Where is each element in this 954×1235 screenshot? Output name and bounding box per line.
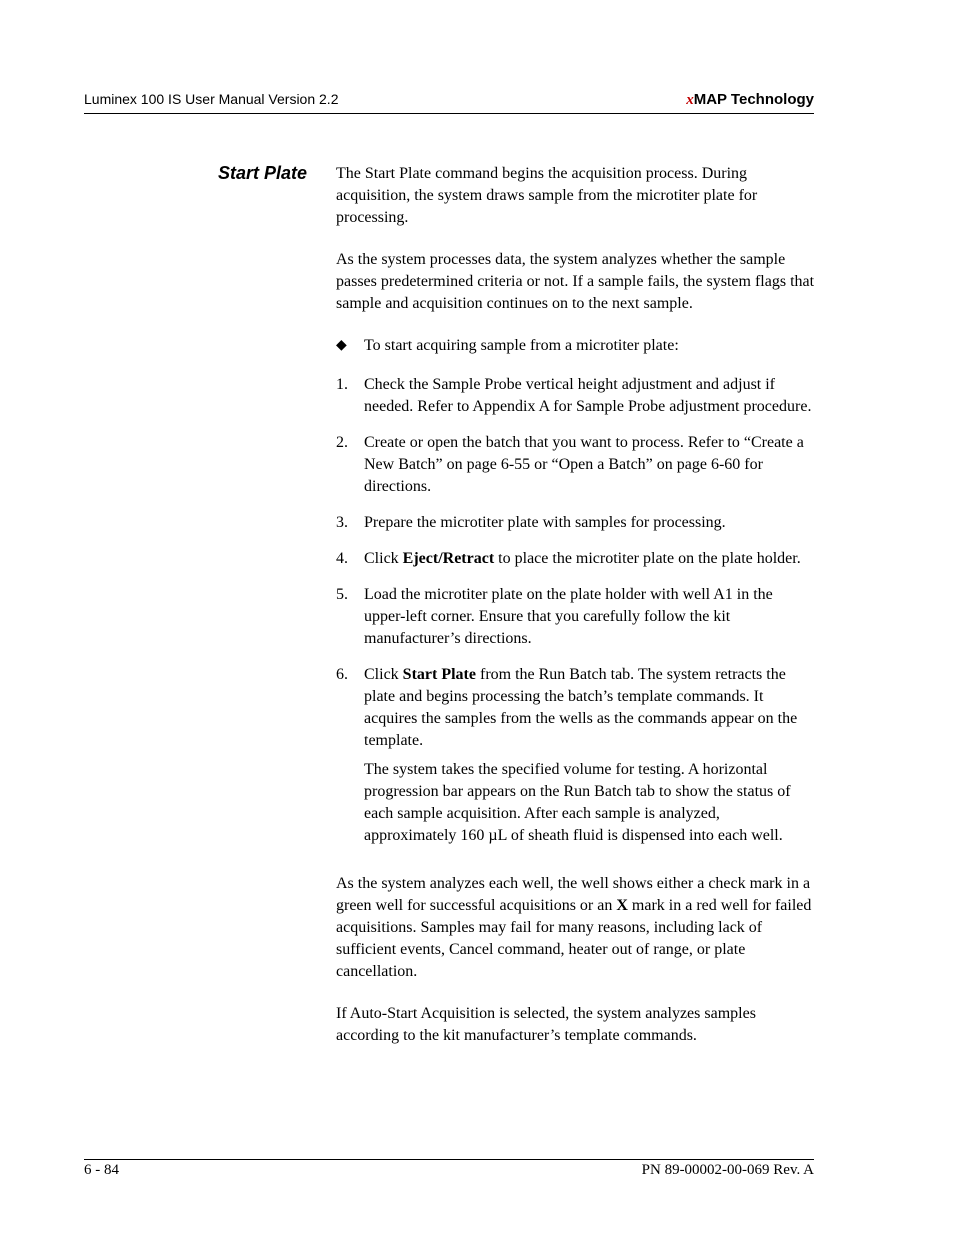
step-text-pre: Click — [364, 550, 403, 567]
procedure-steps — [336, 374, 816, 847]
step-number: 1. — [336, 376, 348, 393]
section-body — [336, 163, 816, 1047]
well-status-paragraph — [336, 873, 816, 983]
header-brand — [686, 91, 814, 109]
processing-paragraph: As the system processes data, the system analyzes whether the sample passes predetermined criteria or not. If a sample fails, the system flags that sample and acquisition continues on to the next sample. — [336, 251, 815, 312]
step-text: Prepare the microtiter plate with samples for processing. — [364, 514, 726, 531]
brand-x: x — [686, 92, 694, 108]
header-title: Luminex 100 IS User Manual Version 2.2 — [84, 91, 339, 107]
step-6 — [336, 664, 816, 847]
eject-retract-label: Eject/Retract — [402, 550, 495, 567]
step-number: 6. — [336, 666, 348, 683]
step-5 — [336, 584, 816, 650]
step-4 — [336, 548, 816, 570]
diamond-bullet-icon: ◆ — [336, 338, 347, 353]
x-mark-label: X — [616, 897, 628, 914]
page-number: 6 - 84 — [84, 1162, 119, 1178]
step-2 — [336, 432, 816, 498]
step-6-note: The system takes the specified volume for testing. A horizontal progression bar appears on the Run Batch tab to show the status of each sample acquisition. After each sample is analyzed, approximately 160 µL of sheath fluid is dispensed into each well. — [364, 761, 791, 844]
intro-paragraph: The Start Plate command begins the acquisition process. During acquisition, the system draws sample from the microtiter plate for processing. — [336, 165, 758, 226]
step-text: Check the Sample Probe vertical height adjustment and adjust if needed. Refer to Appendix A for Sample Probe adjustment procedure. — [364, 376, 812, 415]
procedure-intro-text: To start acquiring sample from a microtiter plate: — [364, 337, 679, 354]
start-plate-label: Start Plate — [402, 666, 476, 683]
part-number: PN 89-00002-00-069 Rev. A — [641, 1162, 814, 1178]
step-text: Create or open the batch that you want to process. Refer to “Create a New Batch” on page 6-55 or “Open a Batch” on page 6-60 for directions. — [364, 434, 804, 495]
para3-pre: As the system analyzes each well, the well shows either a check mark in a green well for successful acquisitions or an — [336, 875, 811, 914]
step-text-post: from the Run Batch tab. The system retracts the plate and begins processing the batch’s template commands. It acquires the samples from the wells as the commands appear on the template. — [364, 666, 798, 749]
footer-rule — [84, 1159, 814, 1160]
step-6-main — [364, 664, 816, 752]
header-rule — [84, 113, 814, 114]
step-text-pre: Click — [364, 666, 403, 683]
procedure-intro — [336, 335, 816, 357]
step-number: 5. — [336, 586, 348, 603]
step-number: 4. — [336, 550, 348, 567]
step-text-post: to place the microtiter plate on the plate holder. — [494, 550, 801, 567]
step-1 — [336, 374, 816, 418]
step-number: 3. — [336, 514, 348, 531]
step-text — [364, 664, 816, 847]
step-3 — [336, 512, 816, 534]
step-text: Load the microtiter plate on the plate holder with well A1 in the upper-left corner. Ensure that you carefully follow the kit manufacturer’s directions. — [364, 586, 773, 647]
para3-post: mark in a red well for failed acquisitions. Samples may fail for many reasons, including lack of sufficient events, Cancel command, heater out of range, or plate cancellation. — [336, 897, 812, 980]
step-number: 2. — [336, 434, 348, 451]
brand-rest: MAP Technology — [693, 91, 814, 108]
auto-start-paragraph: If Auto-Start Acquisition is selected, the system analyzes samples according to the kit manufacturer’s template commands. — [336, 1005, 756, 1044]
section-heading: Start Plate — [218, 163, 308, 183]
step-text — [364, 548, 816, 570]
